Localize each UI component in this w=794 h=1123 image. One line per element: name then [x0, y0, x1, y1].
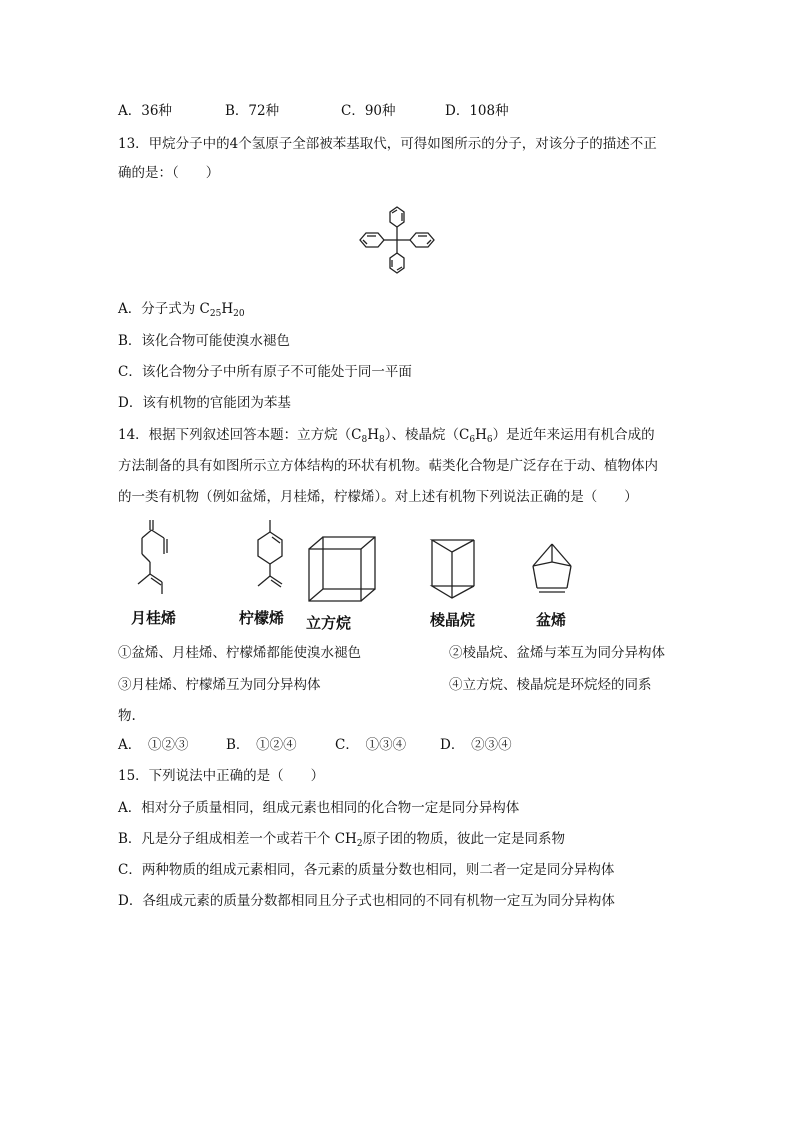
- q14-stem-line2: 方法制备的具有如图所示立方体结构的环状有机物。萜类化合物是广泛存在于动、植物体内: [118, 458, 658, 474]
- q12-option-d: D．108种: [445, 103, 509, 119]
- q13-option-d: D．该有机物的官能团为苯基: [118, 395, 291, 411]
- q12-option-a: A．36种: [118, 103, 172, 119]
- q14-statement-3: ③月桂烯、柠檬烯互为同分异构体: [118, 677, 321, 693]
- q14-option-c: C． ①③④: [335, 737, 407, 753]
- q12-option-c: C．90种: [341, 103, 396, 119]
- limonene-label: 柠檬烯: [239, 609, 285, 627]
- q13-option-c: C．该化合物分子中所有原子不可能处于同一平面: [118, 364, 412, 380]
- q15-option-d: D．各组成元素的质量分数都相同且分子式也相同的不同有机物一定互为同分异构体: [118, 893, 615, 909]
- q15-stem: 15．下列说法中正确的是（ ）: [118, 768, 325, 784]
- q14-statement-4-cont: 物.: [118, 708, 136, 724]
- cubane-label: 立方烷: [306, 614, 352, 632]
- q13-option-b: B．该化合物可能使溴水褪色: [118, 333, 290, 349]
- myrcene-label: 月桂烯: [131, 609, 177, 627]
- q14-statement-4: ④立方烷、棱晶烷是环烷烃的同系: [449, 677, 652, 693]
- myrcene-structure: [128, 518, 188, 608]
- prismane-structure: [428, 536, 480, 602]
- q13-option-a: A．分子式为 $C_{25}H_{20}$: [118, 301, 245, 319]
- benzvalene-label: 盆烯: [536, 611, 567, 629]
- q14-option-d: D． ②③④: [440, 737, 512, 753]
- tetraphenylmethane-structure: [350, 200, 445, 280]
- prismane-label: 棱晶烷: [430, 611, 476, 629]
- q14-option-b: B． ①②④: [226, 737, 297, 753]
- q14-statement-1: ①盆烯、月桂烯、柠檬烯都能使溴水褪色: [118, 645, 361, 661]
- q12-option-b: B．72种: [225, 103, 280, 119]
- q15-option-b: B．凡是分子组成相差一个或若干个 $CH_2$原子团的物质，彼此一定是同系物: [118, 831, 566, 849]
- q14-stem-line3: 的一类有机物（例如盆烯，月桂烯，柠檬烯）。对上述有机物下列说法正确的是（ ）: [118, 489, 638, 505]
- q15-option-c: C．两种物质的组成元素相同，各元素的质量分数也相同，则二者一定是同分异构体: [118, 862, 615, 878]
- q13-stem-line2: 确的是：（ ）: [118, 165, 220, 181]
- q13-stem-line1: 13．甲烷分子中的4个氢原子全部被苯基取代，可得如图所示的分子，对该分子的描述不正: [118, 136, 657, 152]
- q15-option-a: A．相对分子质量相同，组成元素也相同的化合物一定是同分异构体: [118, 800, 520, 816]
- q14-stem-line1: 14．根据下列叙述回答本题：立方烷$(C_8H_8)$、棱晶烷$(C_6H_6)$是近年来运用有机合成的: [118, 427, 655, 445]
- q14-option-a: A． ①②③: [118, 737, 189, 753]
- cubane-structure: [305, 533, 380, 608]
- limonene-structure: [240, 518, 300, 608]
- q14-statement-2: ②棱晶烷、盆烯与苯互为同分异构体: [449, 645, 665, 661]
- benzvalene-structure: [525, 540, 580, 600]
